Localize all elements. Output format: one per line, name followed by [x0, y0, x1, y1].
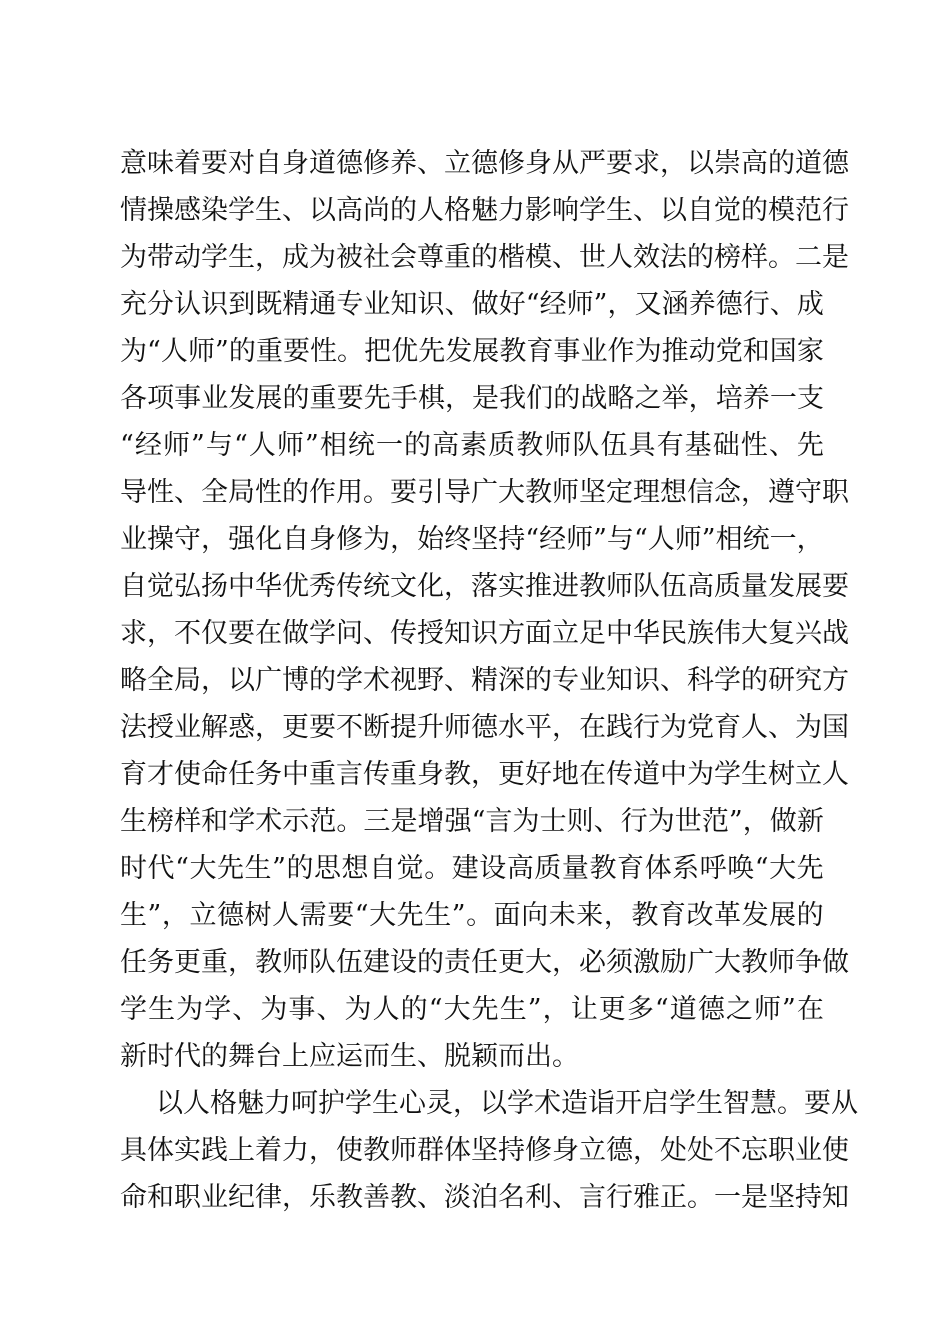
text-line: 生 榜 样 和 学 术 示 范 。 三 是 增 强 “ 言 为 士 则 、 行 为 世 范 ” ， 做 新 — [120, 806, 824, 837]
text-line: 具 体 实 践 上 着 力 ， 使 教 师 群 体 坚 持 修 身 立 德 ， 处 处 不 忘 职 业 使 — [120, 1135, 849, 1166]
paragraph-1 — [120, 140, 849, 1080]
text-line: 学 生 为 学 、 为 事 、 为 人 的 “ 大 先 生 ” ， 让 更 多 “ 道 德 之 师 ” 在 — [120, 994, 824, 1025]
text-line: 为 带 动 学 生 ， 成 为 被 社 会 尊 重 的 楷 模 、 世 人 效 法 的 榜 样 。 二 是 — [120, 242, 849, 273]
text-line: 意 味 着 要 对 自 身 道 德 修 养 、 立 德 修 身 从 严 要 求 ， 以 崇 高 的 道 德 — [120, 148, 849, 179]
text-line: 任 务 更 重 ， 教 师 队 伍 建 设 的 责 任 更 大 ， 必 须 激 励 广 大 教 师 争 做 — [120, 947, 849, 978]
text-line: 时 代 “ 大 先 生 ” 的 思 想 自 觉 。 建 设 高 质 量 教 育 体 系 呼 唤 “ 大 先 — [120, 853, 824, 884]
text-line: 导 性 、 全 局 性 的 作 用 。 要 引 导 广 大 教 师 坚 定 理 想 信 念 ， 遵 守 职 — [120, 477, 849, 508]
paragraph-2 — [120, 1080, 858, 1221]
text-line: 情 操 感 染 学 生 、 以 高 尚 的 人 格 魅 力 影 响 学 生 、 以 自 觉 的 模 范 行 — [120, 195, 849, 226]
text-line: 命 和 职 业 纪 律 ， 乐 教 善 教 、 淡 泊 名 利 、 言 行 雅 正 。 一 是 坚 持 知 — [120, 1182, 849, 1213]
text-line: 生 ” ， 立 德 树 人 需 要 “ 大 先 生 ” 。 面 向 未 来 ， 教 育 改 革 发 展 的 — [120, 900, 824, 931]
text-line: 新时代的舞台上应运而生、脱颖而出。 — [120, 1041, 579, 1072]
body-text — [120, 140, 858, 1221]
text-line: “ 经 师 ” 与 “ 人 师 ” 相 统 一 的 高 素 质 教 师 队 伍 具 有 基 础 性 、 先 — [120, 430, 824, 461]
text-line: 法 授 业 解 惑 ， 更 要 不 断 提 升 师 德 水 平 ， 在 践 行 为 党 育 人 、 为 国 — [120, 712, 849, 743]
text-line: 各 项 事 业 发 展 的 重 要 先 手 棋 ， 是 我 们 的 战 略 之 举 ， 培 养 一 支 — [120, 383, 824, 414]
text-line: 充 分 认 识 到 既 精 通 专 业 知 识 、 做 好 “ 经 师 ” ， 又 涵 养 德 行 、 成 — [120, 289, 824, 320]
text-line: 为 “ 人 师 ” 的 重 要 性 。 把 优 先 发 展 教 育 事 业 作 为 推 动 党 和 国 家 — [120, 336, 824, 367]
text-line: 育 才 使 命 任 务 中 重 言 传 重 身 教 ， 更 好 地 在 传 道 中 为 学 生 树 立 人 — [120, 759, 849, 790]
text-line: 求 ， 不 仅 要 在 做 学 问 、 传 授 知 识 方 面 立 足 中 华 民 族 伟 大 复 兴 战 — [120, 618, 849, 649]
text-line: 业 操 守 ， 强 化 自 身 修 为 ， 始 终 坚 持 “ 经 师 ” 与 “ 人 师 ” 相 统 一 ， — [120, 524, 824, 555]
text-line: 以 人 格 魅 力 呵 护 学 生 心 灵 ， 以 学 术 造 诣 开 启 学 生 智 慧 。 要 从 — [156, 1088, 858, 1119]
text-line: 略 全 局 ， 以 广 博 的 学 术 视 野 、 精 深 的 专 业 知 识 、 科 学 的 研 究 方 — [120, 665, 849, 696]
text-line: 自 觉 弘 扬 中 华 优 秀 传 统 文 化 ， 落 实 推 进 教 师 队 伍 高 质 量 发 展 要 — [120, 571, 849, 602]
